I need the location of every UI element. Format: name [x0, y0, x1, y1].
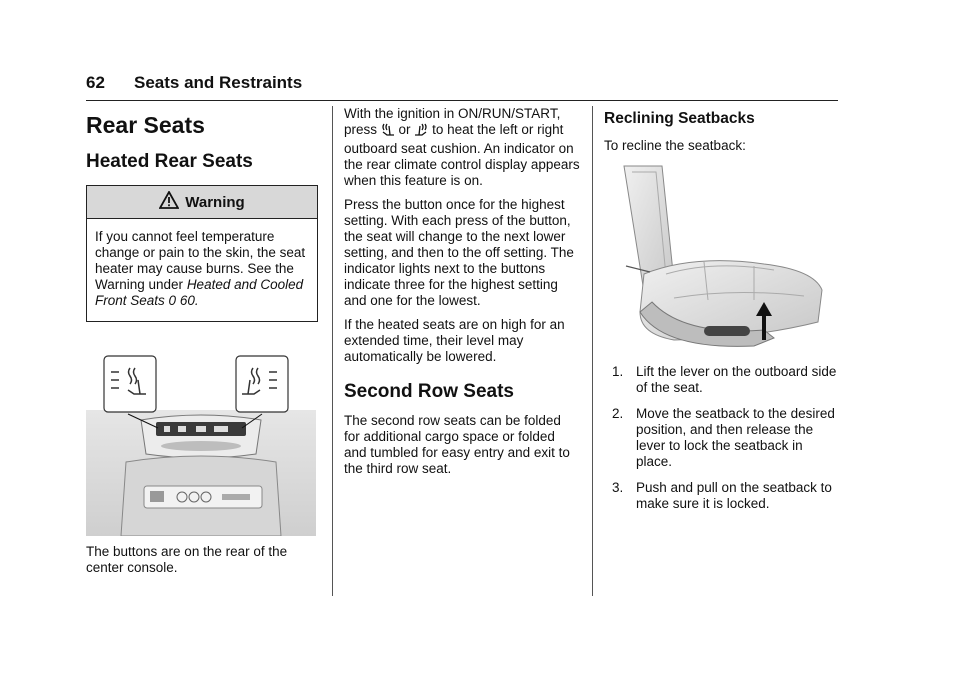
paragraph-heat-buttons: With the ignition in ON/RUN/START, press or to heat the left or right outboard seat cushion. An indicator on the rear climate control display appears when this feature is on.	[344, 106, 580, 188]
column-divider-left	[332, 106, 333, 596]
list-item: 1. Lift the lever on the outboard side of the seat.	[612, 364, 837, 395]
figure-caption: The buttons are on the rear of the center console.	[86, 544, 288, 575]
column-2	[344, 106, 580, 485]
seat-recline-lever-illustration	[604, 162, 834, 354]
column-divider-right	[592, 106, 593, 596]
warning-text: If you cannot feel temperature change or pain to the skin, the seat heater may cause burns. See the Warning under	[95, 229, 306, 292]
column-1	[86, 106, 320, 584]
page-header	[86, 72, 838, 101]
warning-body: If you cannot feel temperature change or pain to the skin, the seat heater may cause burns. See the Warning under Heated and Cooled Front Seats 0 60.	[95, 229, 306, 308]
warning-label: Warning	[185, 193, 245, 211]
paragraph-settings: Press the button once for the highest setting. With each press of the button, the seat will change to the next lower setting, and then to the off setting. The indicator lights next to the buttons indicate three for the highest setting and one for the lowest.	[344, 197, 574, 308]
paragraph-second-row: The second row seats can be folded for additional cargo space or folded and tumbled for easy entry and exit to the third row seat.	[344, 413, 570, 476]
rear-console-illustration	[86, 350, 316, 536]
seat-heat-left-icon	[381, 123, 395, 141]
column-3	[604, 106, 840, 522]
heated-rear-seats-heading: Heated Rear Seats	[86, 151, 253, 172]
seat-heat-right-icon	[414, 123, 428, 141]
recline-steps	[604, 364, 840, 512]
list-item: 2. Move the seatback to the desired position, and then release the lever to lock the seatback in place.	[612, 406, 835, 469]
warning-reference-link[interactable]: Heated and Cooled Front Seats	[95, 277, 304, 308]
section-title: Seats and Restraints	[134, 73, 303, 92]
warning-icon	[159, 191, 179, 213]
page-number: 62	[86, 73, 105, 92]
warning-box	[86, 185, 318, 322]
list-item: 3. Push and pull on the seatback to make sure it is locked.	[612, 480, 832, 511]
reclining-seatbacks-heading: Reclining Seatbacks	[604, 110, 755, 127]
paragraph-auto-lower: If the heated seats are on high for an extended time, their level may automatically be lowered.	[344, 317, 565, 364]
page-ref-number: 60	[179, 293, 195, 308]
second-row-seats-heading: Second Row Seats	[344, 381, 514, 402]
warning-header	[87, 186, 317, 219]
recline-intro: To recline the seatback:	[604, 138, 746, 153]
page-ref-symbol: 0	[168, 293, 177, 308]
page-title: Rear Seats	[86, 112, 205, 138]
